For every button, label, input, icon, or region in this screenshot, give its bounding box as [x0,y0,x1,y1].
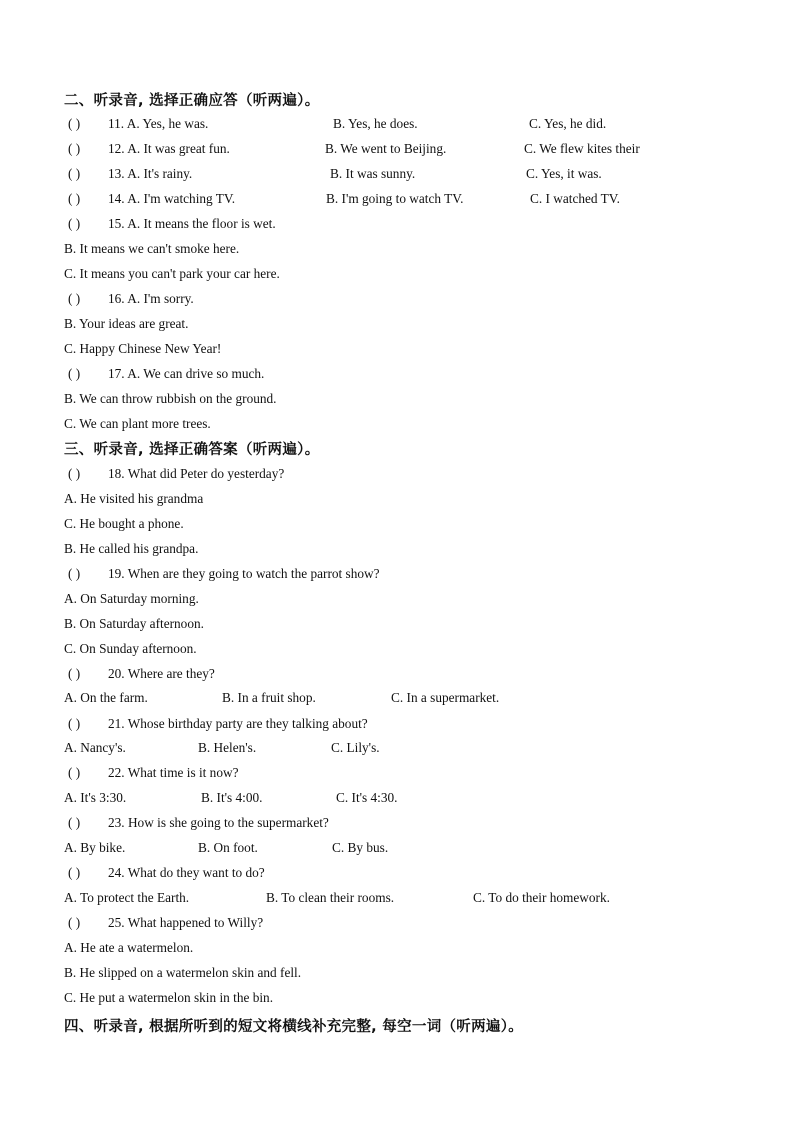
question-23-option-b: B. On foot. [198,840,258,855]
question-17-option-a: 17. A. We can drive so much. [108,366,265,381]
question-19-text: 19. When are they going to watch the parrot show? [108,566,380,581]
question-19 [64,566,664,586]
answer-blank[interactable]: ( ) [68,716,81,731]
question-25 [64,915,664,935]
question-19-option-a: A. On Saturday morning. [64,591,199,606]
question-11-option-b: B. Yes, he does. [333,116,418,131]
question-14-option-a: 14. A. I'm watching TV. [108,191,236,206]
question-20-option-c: C. In a supermarket. [391,690,500,705]
question-22-option-b: B. It's 4:00. [201,790,263,805]
section-two-title: 二、听录音, 选择正确应答（听两遍）。 [64,93,320,109]
question-25-text: 25. What happened to Willy? [108,915,264,930]
answer-blank[interactable]: ( ) [68,291,81,306]
answer-blank[interactable]: ( ) [68,865,81,880]
answer-blank[interactable]: ( ) [68,216,81,231]
question-23-text: 23. How is she going to the supermarket? [108,815,329,830]
question-24-options [64,890,664,910]
section-four-title: 四、听录音, 根据所听到的短文将横线补充完整, 每空一词（听两遍）。 [64,1019,524,1035]
answer-blank[interactable]: ( ) [68,566,81,581]
question-18-option-a: A. He visited his grandma [64,491,204,506]
answer-blank[interactable]: ( ) [68,666,81,681]
question-25-option-a: A. He ate a watermelon. [64,940,194,955]
question-13-option-b: B. It was sunny. [330,166,416,181]
question-18-option-b: B. He called his grandpa. [64,541,199,556]
question-17-option-b: B. We can throw rubbish on the ground. [64,391,277,406]
question-25-option-c: C. He put a watermelon skin in the bin. [64,990,274,1005]
question-14-option-c: C. I watched TV. [530,191,620,206]
answer-blank[interactable]: ( ) [68,915,81,930]
question-23-option-c: C. By bus. [332,840,389,855]
question-24-option-c: C. To do their homework. [473,890,610,905]
question-21-option-b: B. Helen's. [198,740,257,755]
question-15-option-b: B. It means we can't smoke here. [64,241,240,256]
answer-blank[interactable]: ( ) [68,765,81,780]
answer-blank[interactable]: ( ) [68,141,81,156]
question-16 [64,291,664,311]
question-16-option-b: B. Your ideas are great. [64,316,189,331]
question-13-option-c: C. Yes, it was. [526,166,602,181]
question-12-option-a: 12. A. It was great fun. [108,141,230,156]
section-three-title: 三、听录音, 选择正确答案（听两遍）。 [64,442,320,458]
question-21-option-c: C. Lily's. [331,740,380,755]
question-16-option-a: 16. A. I'm sorry. [108,291,194,306]
question-22-options [64,790,664,810]
question-19-option-b: B. On Saturday afternoon. [64,616,204,631]
question-16-option-c: C. Happy Chinese New Year! [64,341,222,356]
answer-blank[interactable]: ( ) [68,815,81,830]
question-23-option-a: A. By bike. [64,840,126,855]
question-20-option-a: A. On the farm. [64,690,148,705]
question-24-text: 24. What do they want to do? [108,865,265,880]
question-20-option-b: B. In a fruit shop. [222,690,316,705]
question-12 [64,141,724,161]
question-24-option-a: A. To protect the Earth. [64,890,190,905]
question-23-options [64,840,664,860]
question-11 [64,116,664,136]
question-15-option-c: C. It means you can't park your car here. [64,266,280,281]
question-13 [64,166,664,186]
question-21-options [64,740,664,760]
question-12-option-c: C. We flew kites their [524,141,640,156]
question-24 [64,865,664,885]
question-13-option-a: 13. A. It's rainy. [108,166,193,181]
question-22-option-a: A. It's 3:30. [64,790,127,805]
question-17-option-c: C. We can plant more trees. [64,416,211,431]
question-18 [64,466,664,486]
answer-blank[interactable]: ( ) [68,466,81,481]
answer-blank[interactable]: ( ) [68,366,81,381]
question-22 [64,765,664,785]
question-15 [64,216,664,236]
question-11-option-a: 11. A. Yes, he was. [108,116,209,131]
answer-blank[interactable]: ( ) [68,166,81,181]
question-20-text: 20. Where are they? [108,666,215,681]
question-11-option-c: C. Yes, he did. [529,116,607,131]
question-20-options [64,690,664,710]
question-20 [64,666,664,686]
question-15-option-a: 15. A. It means the floor is wet. [108,216,276,231]
question-21-text: 21. Whose birthday party are they talking about? [108,716,368,731]
question-14 [64,191,724,211]
question-24-option-b: B. To clean their rooms. [266,890,395,905]
question-18-option-c: C. He bought a phone. [64,516,184,531]
question-25-option-b: B. He slipped on a watermelon skin and fell. [64,965,302,980]
question-22-text: 22. What time is it now? [108,765,239,780]
question-14-option-b: B. I'm going to watch TV. [326,191,464,206]
question-21 [64,716,664,736]
question-17 [64,366,664,386]
question-21-option-a: A. Nancy's. [64,740,126,755]
question-12-option-b: B. We went to Beijing. [325,141,447,156]
question-23 [64,815,664,835]
question-22-option-c: C. It's 4:30. [336,790,398,805]
question-18-text: 18. What did Peter do yesterday? [108,466,285,481]
question-19-option-c: C. On Sunday afternoon. [64,641,197,656]
answer-blank[interactable]: ( ) [68,191,81,206]
answer-blank[interactable]: ( ) [68,116,81,131]
